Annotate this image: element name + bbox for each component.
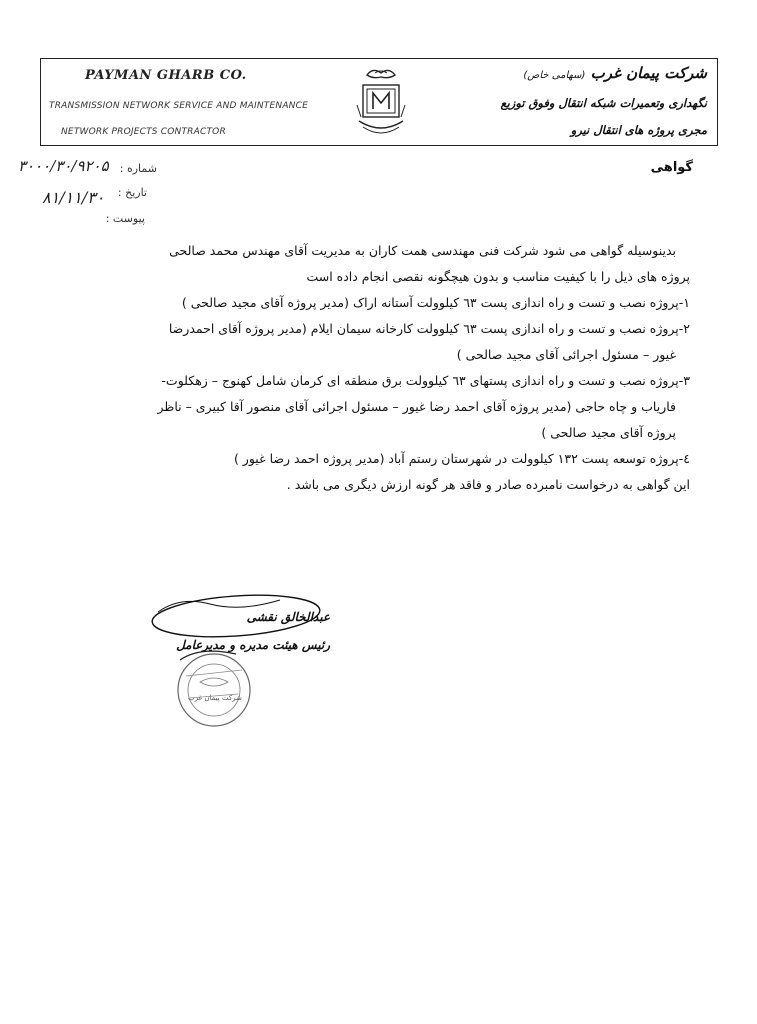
- stamp-text: شرکت پیمان غرب: [188, 694, 242, 702]
- project-item-2-line-1: ۲-پروژه نصب و تست و راه اندازی پست ٦٣ کیلوولت کارخانه سیمان ایلام (مدیر پروژه آقای احمدرضا: [168, 321, 690, 336]
- company-name-en: PAYMAN GHARB CO.: [85, 68, 247, 83]
- letterhead-persian: [407, 59, 707, 145]
- company-logo-icon: [353, 65, 409, 141]
- service-description-fa: نگهداری وتعمیرات شبکه انتقال وفوق توزیع: [500, 96, 707, 110]
- project-item-1: ۱-پروژه نصب و تست و راه اندازی پست ٦٣ کیلوولت آستانه اراک (مدیر پروژه آقای مجید صالحی ): [181, 295, 690, 310]
- certificate-body: [60, 238, 690, 498]
- project-item-3-line-1: ۳-پروژه نصب و تست و راه اندازی پستهای ٦٣ کیلوولت برق منطقه ای کرمان شامل کهنوج – زهکلوت-: [161, 373, 690, 388]
- date-label: تاریخ :: [117, 186, 147, 199]
- service-description-en: TRANSMISSION NETWORK SERVICE AND MAINTENANCE: [49, 101, 308, 111]
- company-name-fa: [523, 64, 707, 82]
- project-item-2-line-2: غیور – مسئول اجرائی آقای مجید صالحی ): [456, 347, 676, 362]
- project-item-4: ٤-پروژه توسعه پست ۱۳۲ کیلوولت در شهرستان رستم آباد (مدیر پروژه احمد رضا غیور ): [233, 451, 690, 466]
- project-item-3-line-3: پروژه آقای مجید صالحی ): [541, 425, 676, 440]
- letterhead: [40, 58, 718, 146]
- number-value: ۳۰۰۰/۳۰/۹۲۰۵: [18, 157, 109, 175]
- date-value: ۸۱/۱۱/۳۰: [42, 188, 105, 207]
- number-label: شماره :: [119, 162, 157, 175]
- attachment-label: پیوست :: [105, 212, 145, 225]
- company-type-fa: (سهامی خاص): [523, 70, 586, 81]
- intro-line-1: بدینوسیله گواهی می شود شرکت فنی مهندسی همت کاران به مدیریت آقای مهندس محمد صالحی: [169, 243, 676, 258]
- closing-statement: این گواهی به درخواست نامبرده صادر و فاقد هر گونه ارزش دیگری می باشد .: [286, 477, 690, 492]
- project-item-3-line-2: فاریاب و چاه حاجی (مدیر پروژه آقای احمد رضا غیور – مسئول اجرائی آقای منصور آقا کبیری – ناظر: [157, 399, 676, 414]
- projects-description-fa: مجری پروژه های انتقال نیرو: [570, 123, 707, 137]
- company-name-fa-text: شرکت پیمان غرب: [590, 64, 707, 82]
- signatory-name: عبدالخالق نقشی: [246, 610, 330, 624]
- signatory-title: رئیس هیئت مدیره و مدیرعامل: [176, 638, 330, 652]
- letterhead-english: [49, 59, 349, 145]
- projects-description-en: NETWORK PROJECTS CONTRACTOR: [61, 127, 226, 137]
- document-title: گواهی: [650, 160, 693, 175]
- signature-block: [140, 590, 360, 740]
- intro-line-2: پروژه های ذیل را با کیفیت مناسب و بدون هیچگونه نقصی انجام داده است: [306, 269, 690, 284]
